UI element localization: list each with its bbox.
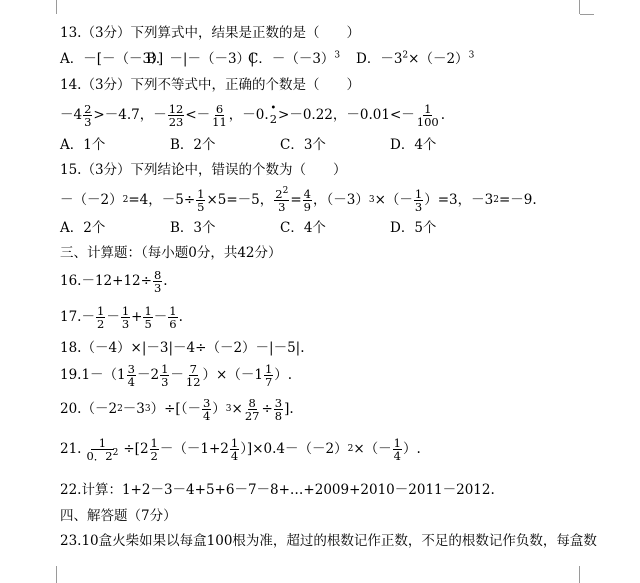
q20-post: ].: [284, 401, 294, 417]
q17-f2-num: 1: [121, 303, 130, 318]
q15-p6: ×（－: [374, 192, 413, 208]
q14-e4-dot: •: [270, 103, 277, 114]
q14-e5-post: .: [440, 107, 446, 123]
crop-mark-bottom-right-v: [579, 566, 580, 583]
q15-expression: －（－2） 2 =4，－5÷ $\frac{1}{5}$ ×5=－5， $\frac{2^2}{3}$ = $\frac{4}{9}$ ，（－3） 3 ×（－ $\frac{1}{3}$ ）=3，－3 2 =－9.: [60, 185, 537, 214]
q15-p8: =－9.: [498, 192, 537, 208]
q20-f1-num: 3: [202, 395, 211, 410]
q17-f3-frac: [143, 305, 152, 330]
q16-post: .: [163, 273, 168, 289]
q17-f1-frac: [96, 305, 105, 330]
q15-f2-frac: [274, 185, 289, 214]
q15-f3-frac: [303, 188, 312, 213]
q16: [60, 266, 168, 296]
q13-option-c-text: C．－（－3）: [248, 51, 335, 67]
q15-f2-num-base: 2: [275, 186, 283, 201]
q16-frac: [153, 269, 162, 294]
q17-f2-den: 3: [121, 316, 130, 331]
q19-f2-num: 1: [161, 361, 169, 376]
q15-stem: 15.（3分）下列结论中，错误的个数为（ ）: [60, 162, 347, 178]
q19-f4-frac: [264, 363, 273, 388]
crop-mark-top-left-v: [56, 0, 57, 14]
q20-pre: 20.（－2: [60, 401, 118, 417]
q21-f3-num: 1: [230, 435, 239, 450]
q21-f2-den: 2: [150, 448, 158, 463]
q15-f2-num: [274, 185, 289, 201]
q13-option-b: B．－|－（－3）|: [146, 51, 255, 67]
q21-f2-frac: [150, 437, 159, 462]
q15-options: [60, 219, 436, 237]
q21-f1-den-base: 0．2: [86, 448, 113, 463]
q17-f4-den: 6: [169, 316, 177, 331]
q14-option-c: C．3个: [280, 137, 326, 153]
q14-e2-den: 23: [168, 114, 184, 129]
q21-f1-den: [85, 447, 119, 463]
q16-num: 8: [153, 267, 162, 282]
q14-e5-den: 100: [416, 114, 439, 129]
q21-f3-den: 4: [230, 448, 239, 463]
q19-pre: 19.1－（1: [60, 367, 126, 383]
q15-f1-den: 5: [197, 199, 205, 214]
q20-f3-frac: [274, 397, 283, 422]
q19-m1: －2: [136, 367, 160, 383]
q19-f2-den: 3: [161, 374, 169, 389]
q19-f1-den: 4: [127, 374, 135, 389]
q20: 20.（－2 2 －3 3 ）÷[（－ $\frac{3}{4}$ ） 3 × $\frac{8}{27}$ ÷ $\frac{3}{8}$ ].: [60, 395, 294, 423]
q14-e1-post: >－4.7，－: [93, 107, 167, 123]
q19-f1-num: 3: [127, 361, 135, 376]
q16-pre: 16.－12+12÷: [60, 273, 152, 289]
q13-option-c: [248, 50, 356, 68]
q20-f3-den: 8: [274, 408, 283, 423]
q14-e4-post: >－0.22，－0.01<－: [278, 107, 415, 123]
q20-m2: ）: [212, 401, 226, 417]
q20-m0: －3: [122, 401, 145, 417]
q14-e5-num: 1: [424, 101, 432, 116]
q15-f3-den: 9: [303, 199, 311, 214]
q13-option-d-pre: D．－3: [356, 51, 403, 67]
q17-m3: －: [153, 309, 168, 325]
q15-f1-frac: [196, 188, 205, 213]
q15-option-a: A．2个: [60, 220, 106, 236]
q15-f1-num: 1: [197, 186, 205, 201]
q20-m3: ×: [231, 401, 243, 417]
q13-stem: 13.（3分）下列算式中，结果是正数的是（ ）: [60, 25, 361, 41]
section-4-heading: 四、解答题（7分）: [60, 508, 177, 524]
q21-f1-frac: [85, 437, 119, 462]
q14-e1-den: 3: [84, 114, 92, 129]
q15-option-b: B．3个: [170, 220, 216, 236]
q15-f4-den: 3: [414, 199, 423, 214]
crop-mark-bottom-left-v: [56, 566, 57, 583]
q14-e5-frac: [416, 103, 440, 128]
q14-expression: [60, 100, 445, 130]
q17-f4-frac: [168, 305, 177, 330]
q14-e4-digit: 2: [269, 112, 278, 126]
q14-e4-repeating: [270, 105, 277, 125]
q21-f1-num: 1: [91, 437, 114, 450]
q20-f1-frac: [202, 397, 211, 422]
q14-option-b: B．2个: [170, 137, 216, 153]
q19-m3: ）×（－1: [202, 367, 263, 383]
q20-f1-den: 4: [202, 408, 211, 423]
q21-f4-den: 4: [393, 448, 401, 463]
q21-m1: ÷[2: [123, 441, 149, 457]
q13-option-a: A．－[－（－3）]: [60, 51, 164, 67]
crop-mark-top-right-h: [580, 14, 594, 15]
q14-options: [60, 136, 436, 154]
q22: 22.计算：1+2－3－4+5+6－7－8+…+2009+2010－2011－2012.: [60, 482, 495, 498]
q21-f3-frac: [230, 437, 239, 462]
q14-e1-num: 2: [84, 101, 92, 116]
q21-m4: ×（－: [353, 441, 392, 457]
q13-option-d-sup: 2: [402, 50, 409, 61]
q14-e2-num: 12: [168, 101, 184, 116]
q18: 18.（－4）×|－3|－4÷（－2）－|－5|.: [60, 340, 305, 356]
q17-f3-num: 1: [144, 303, 152, 318]
q21-m3: ）]×0.4－（－2）: [240, 441, 348, 457]
q14-stem: 14.（3分）下列不等式中，正确的个数是（ ）: [60, 77, 361, 93]
q14-e3-den: 11: [212, 114, 227, 129]
q17-pre: 17.－: [60, 309, 95, 325]
q17-f2-frac: [121, 305, 130, 330]
q19-f3-den: 12: [185, 374, 201, 389]
q19-f4-den: 7: [264, 374, 273, 389]
q20-m4: ÷: [261, 401, 273, 417]
q20-m1: ）÷[（－: [150, 401, 201, 417]
q14-e3-num: 6: [215, 101, 224, 116]
q13-options: [60, 50, 474, 68]
q15-p1: －（－2）: [60, 192, 123, 208]
q21-f4-num: 1: [393, 435, 401, 450]
q13-option-d-exp: 3: [468, 50, 475, 61]
q15-f2-num-sup: 2: [282, 185, 289, 196]
q14-e1-pre: －4: [60, 107, 83, 123]
q14-option-d: D．4个: [390, 137, 437, 153]
q20-f2-num: 8: [248, 395, 256, 410]
q19-f1-frac: [127, 363, 136, 388]
q15-p5: ，（－3）: [312, 192, 369, 208]
q15-option-d: D．5个: [390, 220, 437, 236]
q15-f2-den: 3: [278, 199, 286, 214]
q14-option-a: A．1个: [60, 137, 106, 153]
q14-e1-frac: [83, 103, 92, 128]
q15-option-c: C．4个: [280, 220, 326, 236]
q20-f3-num: 3: [274, 395, 283, 410]
q13-option-d-post: ×（－2）: [408, 51, 469, 67]
q21-f1-den-sup: 2: [112, 447, 119, 458]
q20-f2-frac: [244, 397, 261, 422]
q14-e2-frac: [168, 103, 185, 128]
q21-m2: －（－1+2: [159, 441, 229, 457]
q17-f1-den: 2: [96, 316, 105, 331]
q21-post: ）.: [402, 441, 421, 457]
q17-f4-num: 1: [169, 303, 177, 318]
q14-e3-frac: [211, 103, 228, 128]
q21: 21. $\frac{1}{0.2^2}$ ÷[2 $\frac{1}{2}$ －（－1+2 $\frac{1}{4}$ ）]×0.4－（－2） 2 ×（－ $\frac{1}{4}$ ）.: [60, 433, 421, 465]
q15-p2: =4，－5÷: [128, 192, 196, 208]
q15-p3: ×5=－5，: [206, 192, 274, 208]
q17-m1: －: [106, 309, 120, 325]
q19-f2-frac: [160, 363, 169, 388]
q17-f1-num: 1: [96, 303, 105, 318]
q21-f2-num: 1: [150, 435, 158, 450]
q15-p4: =: [290, 192, 302, 208]
q13-option-c-exp: 3: [334, 50, 341, 61]
q19-f3-frac: [185, 363, 202, 388]
q19-m2: －: [170, 367, 184, 383]
q15-p7: ）=3，－3: [424, 192, 494, 208]
q13-option-d: [356, 50, 474, 68]
q21-f4-frac: [393, 437, 402, 462]
q14-e3-post: ，－0.: [228, 107, 269, 123]
q15-f4-num: 1: [414, 186, 423, 201]
q17-post: .: [178, 309, 183, 325]
q15-f4-frac: [414, 188, 423, 213]
q19-f4-num: 1: [264, 361, 273, 376]
q17: [60, 302, 183, 332]
q15-f3-num: 4: [303, 186, 311, 201]
q17-f3-den: 5: [144, 316, 152, 331]
crop-mark-top-right-v: [579, 0, 580, 14]
q16-den: 3: [153, 280, 162, 295]
q20-f2-den: 27: [244, 408, 260, 423]
section-3-heading: 三、计算题：（每小题0分，共42分）: [60, 245, 282, 261]
q23: 23.10盒火柴如果以每盒100根为准，超过的根数记作正数，不足的根数记作负数，每盒数: [60, 533, 597, 549]
q17-m2: +: [131, 309, 143, 325]
q19-f3-num: 7: [189, 361, 197, 376]
q14-e2-mid: <－: [185, 107, 211, 123]
q19-post: ）.: [274, 367, 293, 383]
q21-pre: 21.: [60, 441, 82, 457]
q19: [60, 360, 292, 390]
